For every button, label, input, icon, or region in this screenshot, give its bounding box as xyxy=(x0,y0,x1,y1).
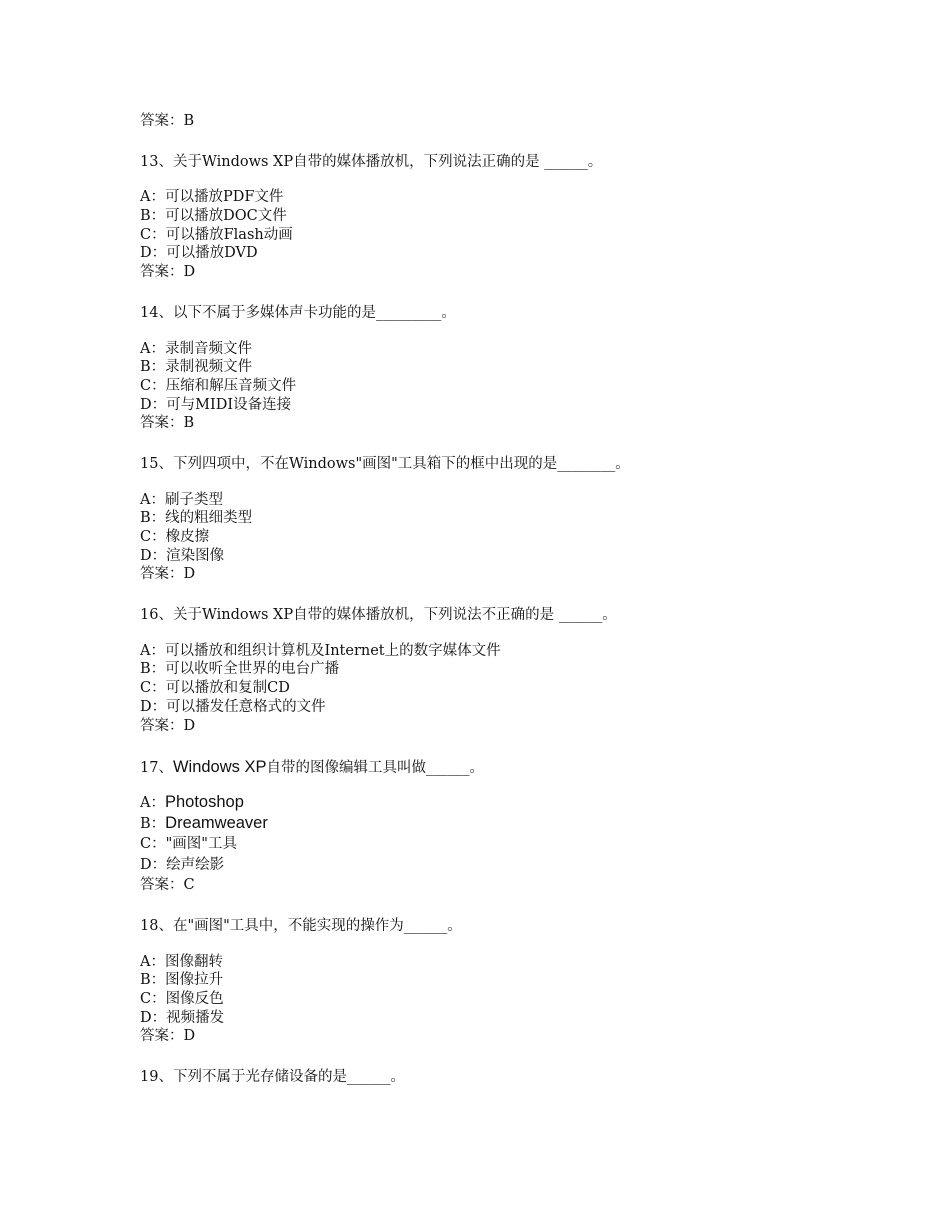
option-label: C： xyxy=(140,226,166,243)
option-text: 图像反色 xyxy=(165,990,224,1007)
option-d xyxy=(140,396,900,415)
answer: 答案：D xyxy=(140,264,196,281)
option-label: D： xyxy=(140,547,167,564)
option-text: 可以播放和复制CD xyxy=(165,680,290,697)
option-d xyxy=(140,547,900,566)
question-stem: 15、下列四项中，不在Windows"画图"工具箱下的框中出现的是________。 xyxy=(140,455,630,472)
option-label: D： xyxy=(140,698,167,715)
option-label: B： xyxy=(140,359,166,376)
option-d xyxy=(140,244,900,263)
option-a xyxy=(140,953,900,972)
option-label: A： xyxy=(140,340,165,357)
option-text: 压缩和解压音频文件 xyxy=(165,377,297,394)
question-15 xyxy=(140,455,900,584)
question-16 xyxy=(140,606,900,735)
option-label: A： xyxy=(140,795,165,812)
option-d xyxy=(140,698,900,717)
option-b xyxy=(140,813,900,834)
previous-answer: 答案：B xyxy=(140,113,195,129)
option-b xyxy=(140,660,900,679)
option-text: 可以收听全世界的电台广播 xyxy=(165,661,340,678)
option-label: B： xyxy=(140,510,166,527)
option-b xyxy=(140,509,900,528)
option-label: C： xyxy=(140,836,166,853)
option-a xyxy=(140,340,900,359)
option-a xyxy=(140,792,900,813)
option-a xyxy=(140,188,900,207)
option-a xyxy=(140,642,900,661)
option-text: 录制音频文件 xyxy=(164,340,252,357)
option-label: B： xyxy=(140,208,166,225)
answer: 答案：D xyxy=(140,1028,196,1045)
question-17 xyxy=(140,757,900,895)
option-text: 可以播放Flash动画 xyxy=(165,226,293,243)
option-text: 线的粗细类型 xyxy=(165,510,253,527)
option-text: 图像拉升 xyxy=(165,972,224,989)
option-label: D： xyxy=(140,857,167,874)
option-c xyxy=(140,834,900,855)
option-b xyxy=(140,971,900,990)
option-label: D： xyxy=(140,245,167,262)
option-text: "画图"工具 xyxy=(165,836,237,853)
option-text: 可以播放和组织计算机及Internet上的数字媒体文件 xyxy=(164,642,501,659)
option-label: B： xyxy=(140,972,166,989)
question-19 xyxy=(140,1068,900,1087)
option-label: A： xyxy=(140,189,165,206)
option-label: C： xyxy=(140,529,166,545)
option-c xyxy=(140,377,900,396)
option-text: 可以播放DVD xyxy=(166,245,258,262)
question-stem-text: 自带的图像编辑工具叫做______。 xyxy=(266,760,484,777)
option-label: D： xyxy=(140,1009,167,1026)
option-text: 橡皮擦 xyxy=(165,529,210,545)
question-number: 17、 xyxy=(140,760,173,777)
option-a xyxy=(140,491,900,510)
option-text: 可以播发任意格式的文件 xyxy=(166,698,326,715)
option-text: 渲染图像 xyxy=(166,547,225,564)
option-b xyxy=(140,207,900,226)
option-label: A： xyxy=(140,491,165,508)
option-c xyxy=(140,226,900,245)
option-text: 视频播发 xyxy=(166,1009,225,1026)
question-14 xyxy=(140,304,900,433)
option-d xyxy=(140,1009,900,1028)
answer: 答案：D xyxy=(140,717,196,734)
answer: 答案：B xyxy=(140,415,195,432)
question-stem: 13、关于Windows XP自带的媒体播放机，下列说法正确的是 ______。 xyxy=(140,153,603,170)
question-stem: 19、下列不属于光存储设备的是______。 xyxy=(140,1069,405,1085)
question-18 xyxy=(140,917,900,1046)
option-text: 可以播放PDF文件 xyxy=(164,189,284,206)
option-d xyxy=(140,855,900,876)
question-stem: 18、在"画图"工具中，不能实现的操作为______。 xyxy=(140,917,462,934)
option-label: D： xyxy=(140,396,167,413)
answer: 答案：C xyxy=(140,877,195,894)
answer: 答案：D xyxy=(140,566,196,583)
option-label: C： xyxy=(140,680,166,697)
option-label: C： xyxy=(140,990,166,1007)
option-label: B： xyxy=(140,816,166,833)
option-text: 可与MIDI设备连接 xyxy=(166,396,292,413)
option-text: 可以播放DOC文件 xyxy=(165,208,287,225)
question-stem xyxy=(140,757,900,778)
option-text: 图像翻转 xyxy=(164,953,223,970)
option-text: Photoshop xyxy=(164,793,244,812)
option-c xyxy=(140,528,900,547)
option-label: B： xyxy=(140,661,166,678)
option-label: A： xyxy=(140,642,165,659)
option-text: 绘声绘影 xyxy=(166,857,225,874)
option-c xyxy=(140,990,900,1009)
question-stem: 16、关于Windows XP自带的媒体播放机，下列说法不正确的是 ______。 xyxy=(140,607,617,624)
question-stem: 14、以下不属于多媒体声卡功能的是_________。 xyxy=(140,304,456,321)
option-label: A： xyxy=(140,953,165,970)
question-stem-product: Windows XP xyxy=(172,758,267,777)
option-text: 录制视频文件 xyxy=(165,359,253,376)
option-c xyxy=(140,679,900,698)
option-label: C： xyxy=(140,377,166,394)
document-page xyxy=(140,112,900,1087)
question-13 xyxy=(140,153,900,282)
option-text: Dreamweaver xyxy=(165,814,268,833)
option-text: 刷子类型 xyxy=(164,491,223,508)
option-b xyxy=(140,358,900,377)
